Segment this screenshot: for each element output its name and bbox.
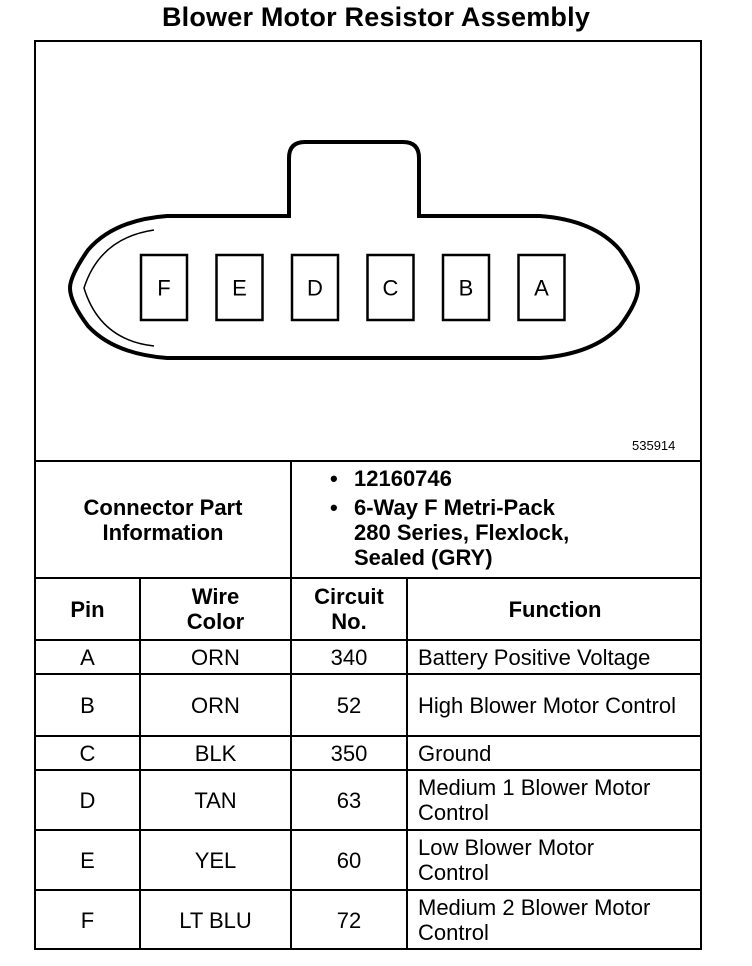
pin-cell: B (80, 692, 95, 718)
bullet-item (330, 495, 698, 570)
pin-cell: F (80, 907, 95, 933)
wire-color-cell: ORN (191, 644, 240, 670)
pin-cell: C (79, 740, 96, 766)
circuit-cell: 72 (336, 907, 362, 933)
function-cell: Medium 1 Blower Motor Control (418, 775, 651, 825)
wire-color-cell: TAN (194, 787, 237, 813)
function-cell: Battery Positive Voltage (418, 644, 651, 670)
page-title: Blower Motor Resistor Assembly (161, 2, 591, 32)
wire-color-cell: ORN (191, 692, 240, 718)
pin-label: A (534, 275, 549, 301)
connector-info-label (36, 462, 290, 577)
header-function: Function (508, 596, 602, 622)
reference-number: 535914 (632, 438, 676, 453)
pin-label: E (232, 275, 247, 301)
wire-color-cell: LT BLU (179, 907, 252, 933)
connector-diagram (34, 40, 702, 460)
pin-label: F (157, 275, 171, 301)
pin-cell: E (80, 847, 95, 873)
pin-label: C (382, 275, 399, 301)
pin-label: B (458, 275, 474, 301)
pin-cell: A (80, 644, 95, 670)
circuit-cell: 60 (336, 847, 362, 873)
bullet-text: 12160746 (354, 466, 452, 491)
circuit-cell: 350 (330, 740, 368, 766)
bullet-text: 6-Way F Metri-Pack 280 Series, Flexlock, Sealed (GRY) (354, 495, 570, 570)
pin-cell: D (79, 787, 96, 813)
wire-color-cell: YEL (194, 847, 237, 873)
header-pin: Pin (70, 596, 105, 622)
function-cell: Ground (418, 740, 492, 766)
pin-label: D (307, 275, 323, 301)
info-divider (290, 460, 292, 579)
wire-color-cell: BLK (194, 740, 237, 766)
circuit-cell: 340 (330, 644, 368, 670)
function-cell: High Blower Motor Control (418, 692, 676, 718)
circuit-cell: 63 (336, 787, 362, 813)
function-cell: Low Blower Motor Control (418, 835, 595, 885)
connector-info-bullets (330, 466, 698, 570)
connector-info-label-text: Connector Part Information (83, 494, 243, 545)
bullet-item (330, 466, 698, 491)
circuit-cell: 52 (336, 692, 362, 718)
bullet-dot: • (330, 495, 338, 520)
function-cell: Medium 2 Blower Motor Control (418, 895, 651, 945)
header-wire-color: Wire Color (186, 584, 245, 634)
bullet-dot: • (330, 466, 338, 491)
connector-housing-outline (70, 142, 638, 358)
header-circuit-no: Circuit No. (314, 584, 384, 634)
